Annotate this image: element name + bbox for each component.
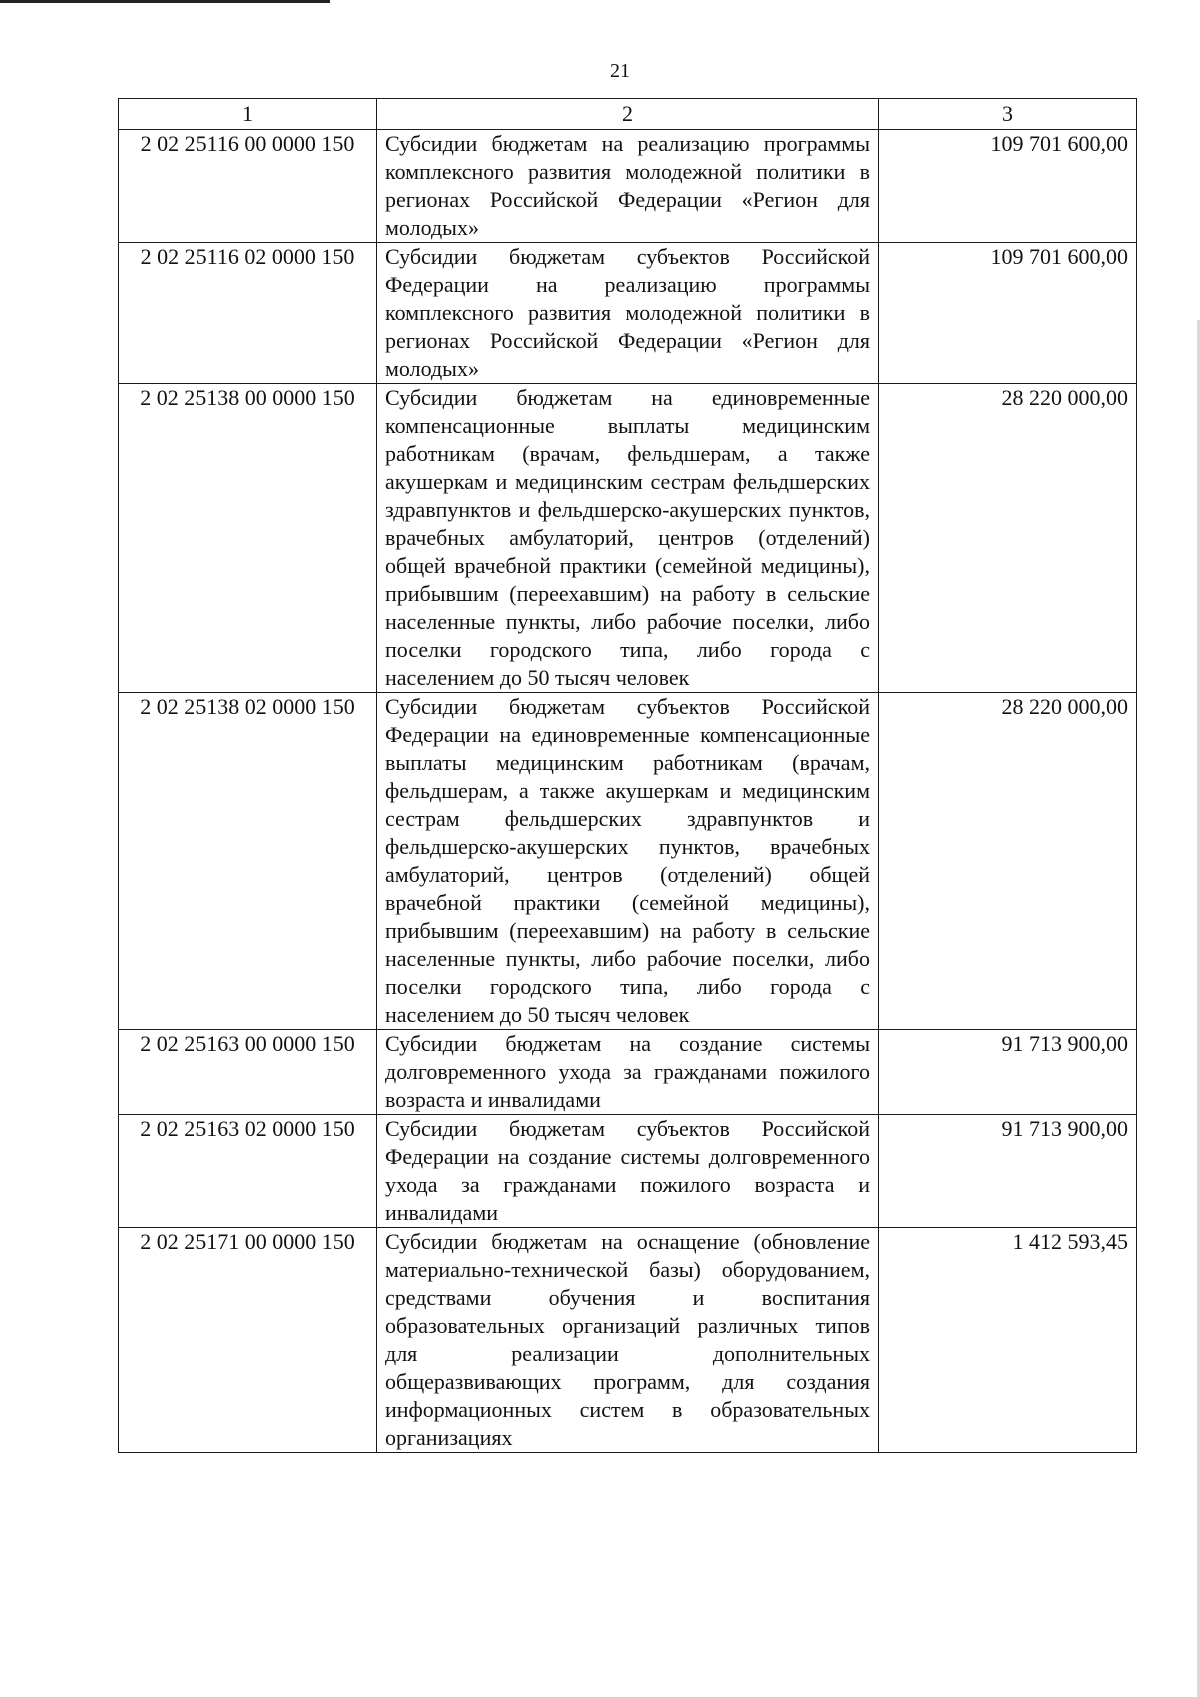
budget-code-cell: 2 02 25138 02 0000 150 xyxy=(119,693,377,1030)
column-header-code: 1 xyxy=(119,99,377,130)
budget-revenue-table xyxy=(118,98,1137,1453)
description-cell: Субсидии бюджетам субъектов Российской Федерации на единовременные компенсационные выплаты медицинским работникам (врачам, фельдшерам, а также акушеркам и медицинским сестрам фельдшерских здравпунктов и фельдшерско-акушерских пунктов, врачебных амбулаторий, центров (отделений) общей врачебной практики (семейной медицины), прибывшим (переехавшим) на работу в сельские населенные пункты, либо рабочие поселки, либо поселки городского типа, либо города с населением до 50 тысяч человек xyxy=(377,693,879,1030)
amount-cell: 91 713 900,00 xyxy=(879,1030,1137,1115)
description-cell: Субсидии бюджетам субъектов Российской Федерации на реализацию программы комплексного развития молодежной политики в регионах Российской Федерации «Регион для молодых» xyxy=(377,243,879,384)
page-number: 21 xyxy=(610,60,630,82)
column-header-description: 2 xyxy=(377,99,879,130)
table-row xyxy=(119,130,1137,243)
table-row xyxy=(119,1030,1137,1115)
description-cell: Субсидии бюджетам на реализацию программы комплексного развития молодежной политики в регионах Российской Федерации «Регион для молодых» xyxy=(377,130,879,243)
description-cell: Субсидии бюджетам на оснащение (обновление материально-технической базы) оборудованием, средствами обучения и воспитания образовательных организаций различных типов для реализации дополнительных общеразвивающих программ, для создания информационных систем в образовательных организациях xyxy=(377,1228,879,1453)
budget-code-cell: 2 02 25116 00 0000 150 xyxy=(119,130,377,243)
amount-cell: 91 713 900,00 xyxy=(879,1115,1137,1228)
column-header-amount: 3 xyxy=(879,99,1137,130)
budget-code-cell: 2 02 25116 02 0000 150 xyxy=(119,243,377,384)
amount-cell: 109 701 600,00 xyxy=(879,130,1137,243)
amount-cell: 1 412 593,45 xyxy=(879,1228,1137,1453)
table-row xyxy=(119,243,1137,384)
budget-code-cell: 2 02 25163 00 0000 150 xyxy=(119,1030,377,1115)
table-row xyxy=(119,693,1137,1030)
budget-code-cell: 2 02 25163 02 0000 150 xyxy=(119,1115,377,1228)
scan-edge-line xyxy=(0,0,330,3)
budget-code-cell: 2 02 25171 00 0000 150 xyxy=(119,1228,377,1453)
table-row xyxy=(119,1228,1137,1453)
table-header-row xyxy=(119,99,1137,130)
description-cell: Субсидии бюджетам на единовременные компенсационные выплаты медицинским работникам (врачам, фельдшерам, а также акушеркам и медицинским сестрам фельдшерских здравпунктов и фельдшерско-акушерских пунктов, врачебных амбулаторий, центров (отделений) общей врачебной практики (семейной медицины), прибывшим (переехавшим) на работу в сельские населенные пункты, либо рабочие поселки, либо поселки городского типа, либо города с населением до 50 тысяч человек xyxy=(377,384,879,693)
table-row xyxy=(119,1115,1137,1228)
amount-cell: 28 220 000,00 xyxy=(879,693,1137,1030)
amount-cell: 109 701 600,00 xyxy=(879,243,1137,384)
budget-code-cell: 2 02 25138 00 0000 150 xyxy=(119,384,377,693)
description-cell: Субсидии бюджетам субъектов Российской Федерации на создание системы долговременного ухода за гражданами пожилого возраста и инвалидами xyxy=(377,1115,879,1228)
table-row xyxy=(119,384,1137,693)
amount-cell: 28 220 000,00 xyxy=(879,384,1137,693)
description-cell: Субсидии бюджетам на создание системы долговременного ухода за гражданами пожилого возраста и инвалидами xyxy=(377,1030,879,1115)
